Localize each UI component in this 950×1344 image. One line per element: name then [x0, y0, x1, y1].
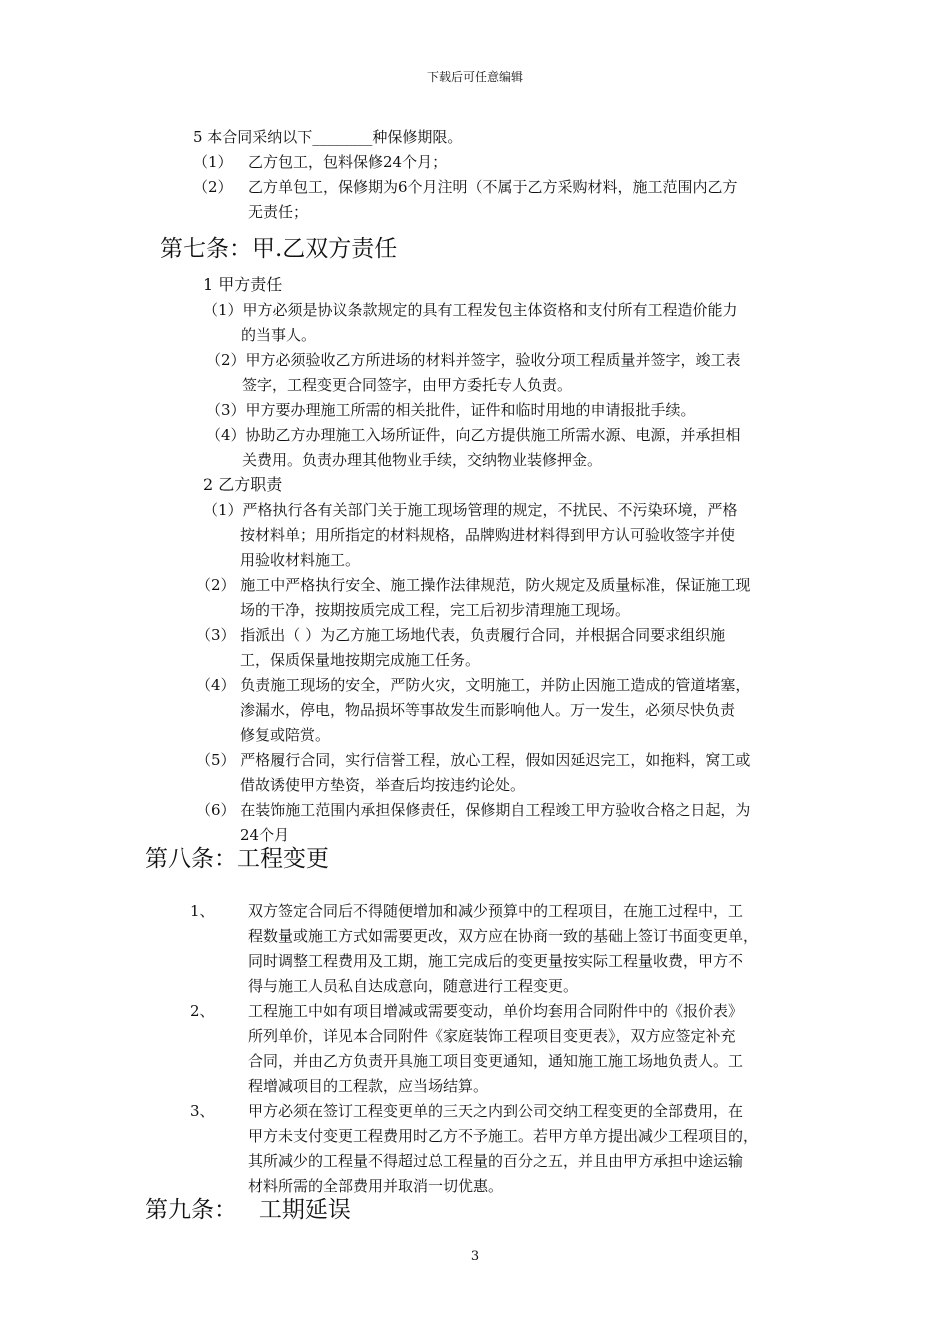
change-item-2-line-4: 程增减项目的工程款，应当场结算。	[248, 1077, 489, 1095]
change-item-1-line-3: 同时调整工程费用及工期，施工完成后的变更量按实际工程量收费，甲方不	[248, 952, 744, 970]
change-item-3-line-4: 材料所需的全部费用并取消一切优惠。	[248, 1177, 504, 1195]
party-b-item-5-line-1: （5） 严格履行合同，实行信誉工程，放心工程，假如因延迟完工，如拖料，窝工或	[196, 751, 751, 769]
party-b-item-2-line-1: （2） 施工中严格执行安全、施工操作法律规范，防火规定及质量标准，保证施工现	[196, 576, 751, 594]
change-item-2-line-2: 所列单价，详见本合同附件《家庭装饰工程项目变更表》，双方应签定补充	[248, 1027, 736, 1045]
change-item-3-line-2: 甲方未支付变更工程费用时乙方不予施工。若甲方单方提出减少工程项目的，	[248, 1127, 759, 1145]
party-b-item-1-line-3: 用验收材料施工。	[240, 551, 361, 569]
party-a-item-1-line-2: 的当事人。	[241, 326, 317, 344]
warranty-blank: ________	[312, 128, 373, 146]
page-number: 3	[470, 1249, 480, 1264]
change-item-3-num: 3、	[190, 1102, 215, 1120]
party-a-item-1-line-1: （1）甲方必须是协议条款规定的具有工程发包主体资格和支付所有工程造价能力	[203, 301, 738, 319]
party-b-heading: 2 乙方职责	[203, 475, 283, 494]
party-a-item-2-line-1: （2）甲方必须验收乙方所进场的材料并签字，验收分项工程质量并签字，竣工表	[206, 351, 741, 369]
change-item-1-line-4: 得与施工人员私自达成意向，随意进行工程变更。	[248, 977, 579, 995]
warranty-option-2-line-2: 无责任；	[248, 203, 309, 221]
party-b-item-4-line-2: 渗漏水，停电，物品损坏等事故发生而影响他人。万一发生，必须尽快负责	[240, 701, 736, 719]
party-a-item-4-line-2: 关费用。负责办理其他物业手续，交纳物业装修押金。	[242, 451, 603, 469]
page-header: 下载后可任意编辑	[426, 70, 523, 84]
party-a-item-3: （3）甲方要办理施工所需的相关批件，证件和临时用地的申请报批手续。	[206, 401, 696, 419]
party-b-item-1-line-2: 按材料单；用所指定的材料规格，品牌购进材料得到甲方认可验收签字并使	[240, 526, 736, 544]
article-8-title: 第八条：工程变更	[145, 846, 329, 872]
warranty-tail: 种保修期限。	[372, 128, 463, 146]
party-b-item-2-line-2: 场的干净，按期按质完成工程，完工后初步清理施工现场。	[240, 601, 631, 619]
article-9-title: 第九条： 工期延误	[145, 1197, 351, 1223]
change-item-1-line-2: 程数量或施工方式如需要更改，双方应在协商一致的基础上签订书面变更单，	[248, 927, 759, 945]
party-b-item-4-line-1: （4） 负责施工现场的安全，严防火灾，文明施工，并防止因施工造成的管道堵塞，	[196, 676, 751, 694]
party-b-item-3-line-2: 工，保质保量地按期完成施工任务。	[240, 651, 481, 669]
party-b-item-4-line-3: 修复或陪赏。	[240, 726, 331, 744]
party-b-item-6-line-2: 24个月	[240, 826, 290, 844]
change-item-2-line-3: 合同，并由乙方负责开具施工项目变更通知，通知施工施工场地负责人。工	[248, 1052, 744, 1070]
change-item-3-line-1: 甲方必须在签订工程变更单的三天之内到公司交纳工程变更的全部费用，在	[248, 1102, 744, 1120]
change-item-1-line-1: 双方签定合同后不得随便增加和减少预算中的工程项目，在施工过程中，工	[248, 902, 744, 920]
party-b-item-6-line-1: （6） 在装饰施工范围内承担保修责任，保修期自工程竣工甲方验收合格之日起，为	[196, 801, 751, 819]
change-item-3-line-3: 其所减少的工程量不得超过总工程量的百分之五，并且由甲方承担中途运输	[248, 1152, 744, 1170]
party-b-item-3-line-1: （3） 指派出（ ）为乙方施工场地代表，负责履行合同，并根据合同要求组织施	[196, 626, 726, 644]
change-item-1-num: 1、	[190, 902, 215, 920]
change-item-2-line-1: 工程施工中如有项目增减或需要变动，单价均套用合同附件中的《报价表》	[248, 1002, 744, 1020]
warranty-lead: 5 本合同采纳以下	[193, 128, 313, 146]
party-a-item-2-line-2: 签字，工程变更合同签字，由甲方委托专人负责。	[242, 376, 573, 394]
change-item-2-num: 2、	[190, 1002, 215, 1020]
party-b-item-5-line-2: 借故诱使甲方垫资，举查后均按违约论处。	[240, 776, 526, 794]
party-a-item-4-line-1: （4）协助乙方办理施工入场所证件，向乙方提供施工所需水源、电源，并承担相	[206, 426, 741, 444]
article-7-title: 第七条：甲.乙双方责任	[160, 236, 398, 262]
party-a-heading: 1 甲方责任	[203, 275, 283, 294]
warranty-option-1: 乙方包工，包料保修24个月；	[248, 153, 448, 171]
warranty-option-2-num: （2）	[193, 178, 233, 196]
warranty-option-2-line-1: 乙方单包工，保修期为6个月注明（不属于乙方采购材料，施工范围内乙方	[248, 178, 738, 196]
warranty-clause	[193, 125, 462, 150]
warranty-option-1-num: （1）	[193, 153, 233, 171]
party-b-item-1-line-1: （1）严格执行各有关部门关于施工现场管理的规定，不扰民、不污染环境，严格	[203, 501, 738, 519]
